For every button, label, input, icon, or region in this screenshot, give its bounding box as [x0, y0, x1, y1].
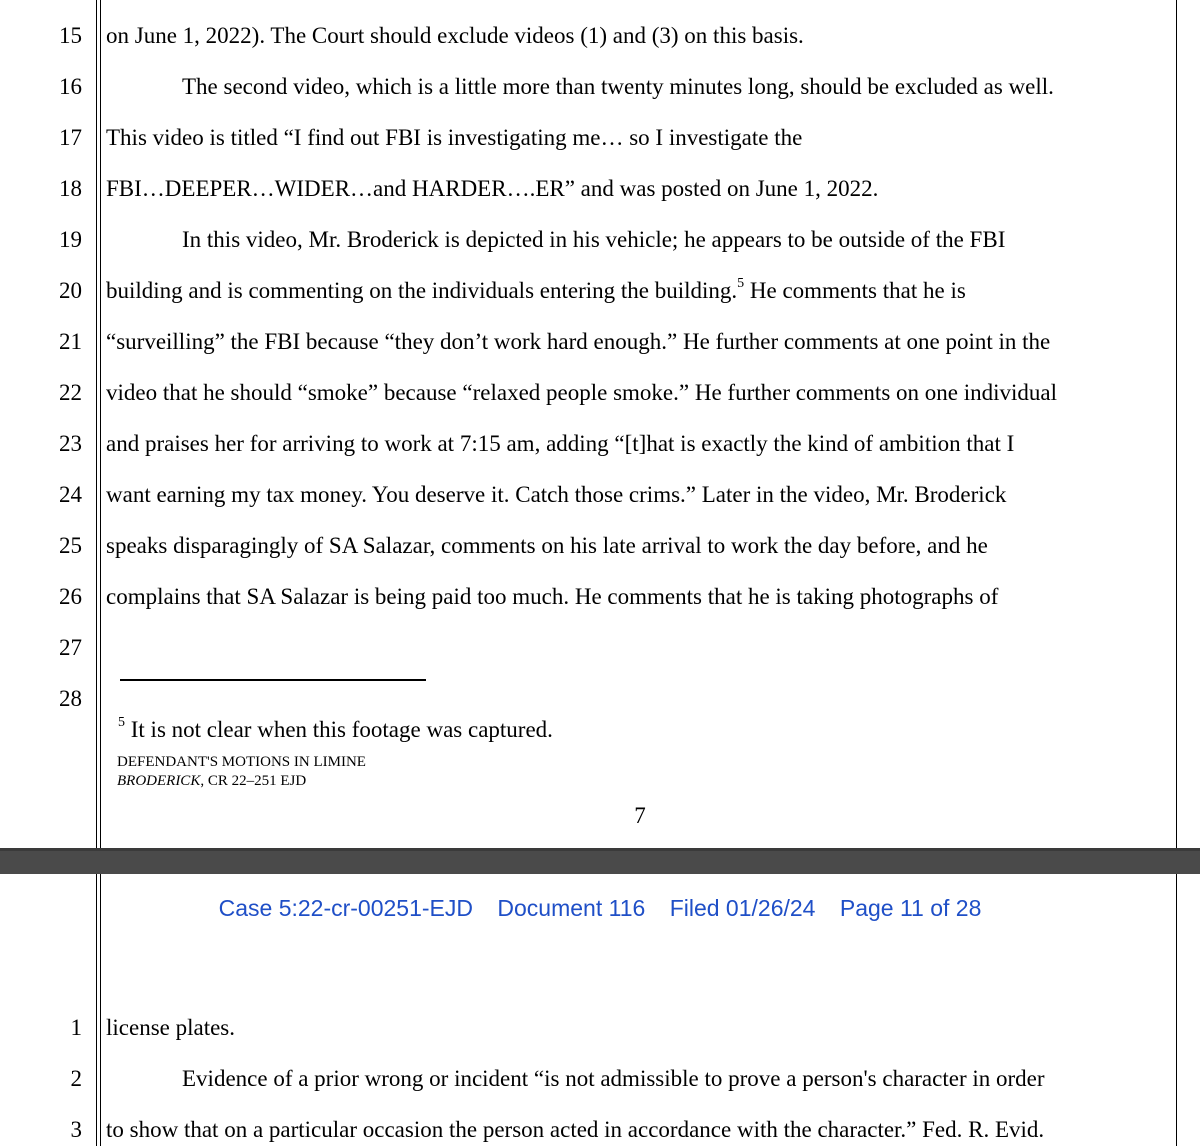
- body-text-line: In this video, Mr. Broderick is depicted in his vehicle; he appears to be outside of the FBI: [182, 227, 1006, 252]
- page-separator: [0, 848, 1200, 874]
- line-number: 22: [59, 380, 82, 405]
- body-text-line: want earning my tax money. You deserve it. Catch those crims.” Later in the video, Mr. Broderick: [106, 482, 1007, 507]
- line-number: 17: [59, 125, 82, 150]
- footnote-separator: [120, 679, 426, 681]
- body-text-segment: building and is commenting on the individuals entering the building.: [106, 278, 738, 303]
- body-text-line: Evidence of a prior wrong or incident “is not admissible to prove a person's character in order: [182, 1066, 1045, 1091]
- body-text-line: and praises her for arriving to work at 7:15 am, adding “[t]hat is exactly the kind of ambition that I: [106, 431, 1015, 456]
- footnote-reference: 5: [737, 276, 745, 292]
- line-number: 20: [59, 278, 82, 303]
- body-text-line: license plates.: [106, 1015, 236, 1040]
- line-number: 25: [59, 533, 82, 558]
- footer-case-name: BRODERICK: [117, 773, 201, 789]
- body-text-line: The second video, which is a little more than twenty minutes long, should be excluded as well.: [182, 74, 1054, 99]
- line-number: 27: [59, 635, 82, 660]
- body-text-line: to show that on a particular occasion the person acted in accordance with the character.” Fed. R. Evid.: [106, 1117, 1045, 1142]
- body-text-line: on June 1, 2022). The Court should exclude videos (1) and (3) on this basis.: [106, 23, 804, 48]
- line-number: 2: [70, 1066, 82, 1091]
- line-number: 24: [59, 482, 82, 507]
- body-text-segment: He comments that he is: [744, 278, 966, 303]
- footnote-text: It is not clear when this footage was captured.: [125, 717, 553, 742]
- page-number: 7: [634, 803, 646, 828]
- line-number: 23: [59, 431, 82, 456]
- line-number: 28: [59, 686, 82, 711]
- footer-case-number: , CR 22–251 EJD: [200, 773, 307, 789]
- margin-rule-right: [1176, 0, 1177, 848]
- line-number: 18: [59, 176, 82, 201]
- body-text-line: complains that SA Salazar is being paid too much. He comments that he is taking photographs of: [106, 584, 999, 609]
- line-number: 16: [59, 74, 82, 99]
- footnote: [118, 716, 553, 744]
- footnote-marker: 5: [118, 715, 125, 731]
- body-text-line: “surveilling” the FBI because “they don’t work hard enough.” He further comments at one point in the: [106, 329, 1051, 354]
- margin-rule-left-inner: [100, 0, 101, 848]
- body-text-line: video that he should “smoke” because “relaxed people smoke.” He further comments on one individual: [106, 380, 1057, 405]
- document-number: Document 116: [497, 895, 646, 921]
- line-number: 3: [70, 1117, 82, 1142]
- line-number: 19: [59, 227, 82, 252]
- footer-document-title: DEFENDANT'S MOTIONS IN LIMINE: [117, 754, 366, 770]
- margin-rule-left-outer: [96, 0, 97, 848]
- line-number: 1: [70, 1015, 82, 1040]
- body-text-line: [106, 277, 966, 305]
- case-number: Case 5:22-cr-00251-EJD: [218, 895, 474, 921]
- line-number: 21: [59, 329, 82, 354]
- line-number: 26: [59, 584, 82, 609]
- body-text-line: FBI…DEEPER…WIDER…and HARDER….ER” and was posted on June 1, 2022.: [106, 176, 879, 201]
- line-number: 15: [59, 23, 82, 48]
- filed-date: Filed 01/26/24: [669, 895, 816, 921]
- case-header-stamp: [0, 894, 1200, 922]
- footer-case-caption: [117, 772, 306, 790]
- body-text-line: speaks disparagingly of SA Salazar, comments on his late arrival to work the day before, and he: [106, 533, 988, 558]
- page-count: Page 11 of 28: [839, 895, 982, 921]
- body-text-line: This video is titled “I find out FBI is investigating me… so I investigate the: [106, 125, 803, 150]
